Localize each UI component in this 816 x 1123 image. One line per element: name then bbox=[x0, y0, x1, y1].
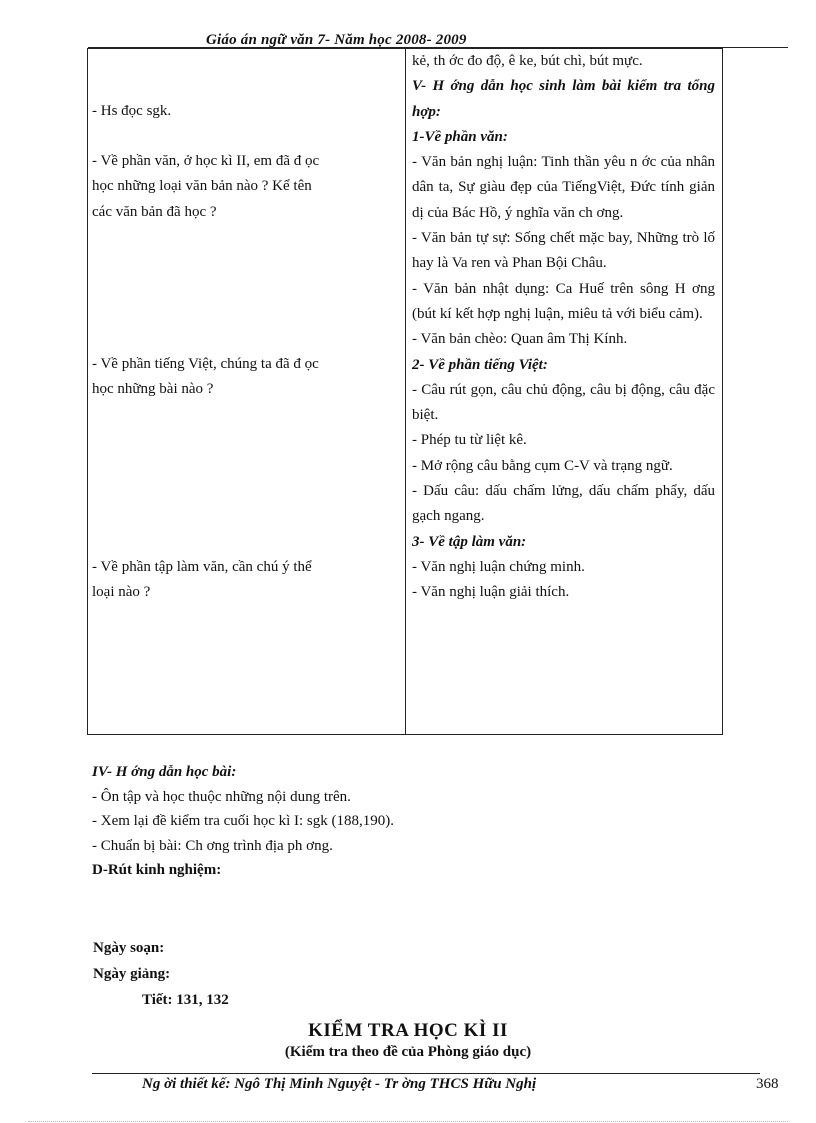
part3-title: 3- Về tập làm văn: bbox=[412, 533, 527, 550]
part2-item: - Phép tu từ liệt kê. bbox=[412, 432, 527, 449]
part1-item: - Văn bản chèo: Quan âm Thị Kính. bbox=[412, 331, 628, 348]
part3-item: - Văn nghị luận giải thích. bbox=[412, 584, 570, 601]
part2-title: 2- Về phần tiếng Việt: bbox=[412, 356, 548, 373]
part2-item: - Dấu câu: dấu chấm lửng, dấu chấm phẩy, dấu gạch ngang. bbox=[412, 483, 715, 525]
table-column-divider bbox=[405, 48, 406, 735]
left-cell-read bbox=[92, 99, 400, 124]
page-bottom-dotted-rule bbox=[28, 1121, 788, 1122]
page-header-title: Giáo án ngữ văn 7- Năm học 2008- 2009 bbox=[206, 32, 467, 48]
activity-read-sgk: - Hs đọc sgk. bbox=[92, 103, 172, 119]
question-line: học những bài nào ? bbox=[92, 381, 214, 398]
part1-item: - Văn bản nhật dụng: Ca Huế trên sông H ơng (bút kí kết hợp nghị luận, miêu tả với biểu cảm). bbox=[412, 280, 715, 322]
study-guide-section bbox=[92, 760, 712, 883]
question-line: - Về phần tiếng Việt, chúng ta đã đ ọc bbox=[92, 356, 319, 372]
footer-rule bbox=[92, 1073, 760, 1074]
part2-item: - Mở rộng câu bằng cụm C-V và trạng ngữ. bbox=[412, 457, 673, 474]
section4-item: - Ôn tập và học thuộc những nội dung trên. bbox=[92, 788, 351, 805]
date-prepared-label: Ngày soạn: bbox=[93, 940, 165, 956]
section5-title: V- H ớng dẫn học sinh làm bài kiểm tra tổng hợp: bbox=[412, 78, 715, 120]
question-line: học những loại văn bản nào ? Kể tên bbox=[92, 178, 312, 195]
exam-title: KIỂM TRA HỌC KÌ II bbox=[308, 1020, 508, 1041]
lesson-period: Tiết: 131, 132 bbox=[142, 992, 229, 1008]
part1-item: - Văn bản tự sự: Sống chết mặc bay, Những trò lố hay là Va ren và Phan Bội Châu. bbox=[412, 230, 715, 272]
part1-title: 1-Về phần văn: bbox=[412, 128, 508, 145]
question-line: các văn bản đã học ? bbox=[92, 203, 217, 220]
page-number: 368 bbox=[756, 1076, 779, 1092]
question-line: loại nào ? bbox=[92, 584, 151, 601]
part1-item: - Văn bản nghị luận: Tinh thần yêu n ớc của nhân dân ta, Sự giàu đẹp của TiếngViệt, Đức tính giản dị của Bác Hồ, ý nghĩa văn ch ơng. bbox=[412, 154, 715, 221]
part3-item: - Văn nghị luận chứng minh. bbox=[412, 558, 585, 575]
materials-line: kẻ, th ớc đo độ, ê ke, bút chì, bút mực. bbox=[412, 53, 643, 69]
review-title: D-Rút kinh nghiệm: bbox=[92, 862, 222, 878]
question-line: - Về phần văn, ở học kì II, em đã đ ọc bbox=[92, 153, 320, 169]
left-cell-literature-question bbox=[92, 149, 400, 225]
right-cell-content bbox=[412, 49, 715, 606]
question-line: - Về phần tập làm văn, cần chú ý thể bbox=[92, 559, 312, 575]
left-cell-vietnamese-question bbox=[92, 352, 400, 403]
part2-item: - Câu rút gọn, câu chủ động, câu bị động, câu đặc biệt. bbox=[412, 381, 715, 424]
section4-item: - Chuẩn bị bài: Ch ơng trình địa ph ơng. bbox=[92, 837, 333, 854]
exam-subtitle: (Kiểm tra theo đề của Phòng giáo dục) bbox=[284, 1044, 532, 1060]
left-cell-writing-question bbox=[92, 555, 400, 606]
section4-item: - Xem lại đề kiểm tra cuối học kì I: sgk (188,190). bbox=[92, 813, 395, 829]
date-taught-label: Ngày giảng: bbox=[93, 966, 171, 982]
footer-author: Ng ời thiết kế: Ngô Thị Minh Nguyệt - Tr ờng THCS Hữu Nghị bbox=[142, 1076, 537, 1092]
section4-title: IV- H ớng dẫn học bài: bbox=[92, 764, 237, 780]
